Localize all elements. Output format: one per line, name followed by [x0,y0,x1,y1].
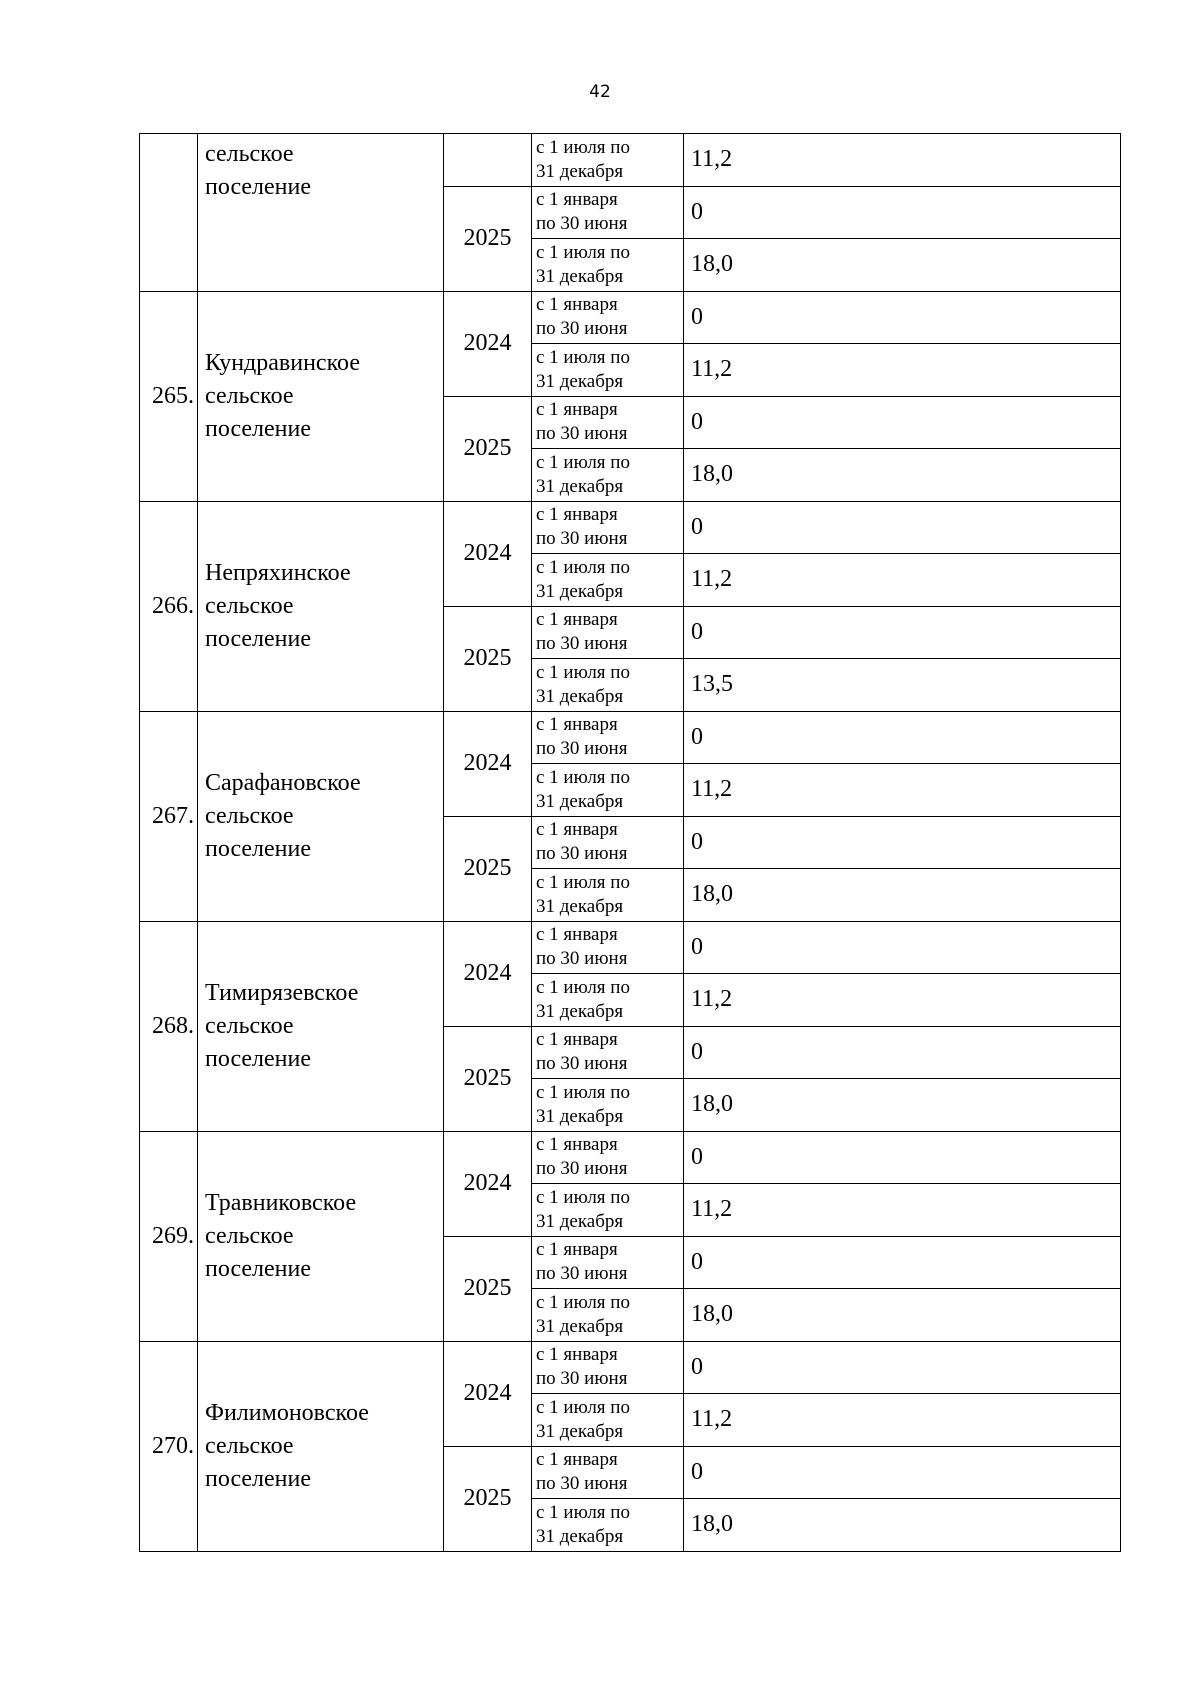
period-line: с 1 января [536,924,618,946]
period-line: 31 декабря [536,895,624,917]
value-cell: 11,2 [684,974,1121,1027]
period-line: с 1 января [536,1449,618,1471]
period-line: 31 декабря [536,475,624,497]
table-row [140,1131,1121,1184]
row-number: 270. [140,1341,198,1551]
settlement-name-line: Сарафановское [205,769,361,796]
settlement-name-line: Травниковское [205,1189,357,1216]
period-line: с 1 июля по [536,766,630,788]
period-cell [532,396,684,449]
year-cell: 2024 [444,1131,532,1236]
period-line: 31 декабря [536,265,624,287]
settlement-name-line: поселение [205,1045,312,1072]
period-line: по 30 июня [536,738,628,760]
period-cell [532,1236,684,1289]
period-line: с 1 июля по [536,1291,630,1313]
settlement-name-line: сельское [205,802,294,829]
period-line: с 1 июля по [536,556,630,578]
value-cell: 0 [684,1026,1121,1079]
value-cell: 0 [684,291,1121,344]
year-cell: 2024 [444,1341,532,1446]
value-cell: 0 [684,501,1121,554]
settlement-name-line: сельское [205,1012,294,1039]
table-row [140,921,1121,974]
period-line: по 30 июня [536,1263,628,1285]
period-line: с 1 июля по [536,136,630,158]
settlement-name-line: Кундравинское [205,349,360,376]
table-row [140,134,1121,187]
period-line: с 1 июля по [536,661,630,683]
value-cell: 11,2 [684,1184,1121,1237]
value-cell: 18,0 [684,449,1121,502]
value-cell: 0 [684,1341,1121,1394]
value-cell: 18,0 [684,1079,1121,1132]
period-line: 31 декабря [536,1315,624,1337]
settlement-name-line: Непряхинское [205,559,351,586]
settlement-name-line: поселение [205,174,312,200]
period-line: по 30 июня [536,843,628,865]
row-number: 269. [140,1131,198,1341]
year-cell: 2024 [444,291,532,396]
settlement-name-line: сельское [205,1432,294,1459]
year-cell: 2025 [444,816,532,921]
settlement-name-line: Филимоновское [205,1399,369,1426]
period-line: с 1 июля по [536,451,630,473]
settlement-name [198,711,444,921]
period-line: с 1 июля по [536,1186,630,1208]
period-line: с 1 июля по [536,1081,630,1103]
period-cell [532,1131,684,1184]
period-cell [532,659,684,712]
period-line: с 1 января [536,399,618,421]
period-line: 31 декабря [536,790,624,812]
value-cell: 0 [684,1236,1121,1289]
value-cell: 0 [684,921,1121,974]
settlement-name [198,134,444,292]
period-cell [532,711,684,764]
year-cell: 2025 [444,606,532,711]
period-cell [532,869,684,922]
period-line: по 30 июня [536,1368,628,1390]
value-cell: 0 [684,186,1121,239]
value-cell: 0 [684,1131,1121,1184]
period-line: 31 декабря [536,1000,624,1022]
period-cell [532,1341,684,1394]
period-line: с 1 июля по [536,976,630,998]
period-cell [532,186,684,239]
year-cell [444,134,532,187]
period-cell [532,449,684,502]
value-cell: 18,0 [684,239,1121,292]
value-cell: 0 [684,396,1121,449]
settlement-name [198,921,444,1131]
period-line: по 30 июня [536,528,628,550]
period-line: по 30 июня [536,318,628,340]
period-line: по 30 июня [536,1473,628,1495]
period-cell [532,1184,684,1237]
value-cell: 0 [684,711,1121,764]
table-body [140,134,1121,1552]
settlement-name-line: сельское [205,141,294,167]
period-cell [532,1446,684,1499]
year-cell: 2024 [444,921,532,1026]
table-row [140,711,1121,764]
period-line: с 1 января [536,609,618,631]
period-cell [532,501,684,554]
period-line: с 1 января [536,714,618,736]
value-cell: 11,2 [684,764,1121,817]
row-number: 268. [140,921,198,1131]
period-line: с 1 января [536,294,618,316]
settlement-name-line: поселение [205,835,312,862]
period-line: по 30 июня [536,213,628,235]
settlement-name-line: поселение [205,1465,312,1492]
period-line: по 30 июня [536,633,628,655]
value-cell: 13,5 [684,659,1121,712]
settlement-name [198,1341,444,1551]
period-line: с 1 января [536,1239,618,1261]
value-cell: 11,2 [684,1394,1121,1447]
year-cell: 2025 [444,1236,532,1341]
settlement-name [198,291,444,501]
period-line: по 30 июня [536,1158,628,1180]
settlement-name-line: сельское [205,382,294,409]
page-number: 42 [589,82,611,102]
period-line: с 1 июля по [536,1501,630,1523]
period-line: по 30 июня [536,423,628,445]
period-cell [532,816,684,869]
value-cell: 0 [684,1446,1121,1499]
period-line: по 30 июня [536,1053,628,1075]
period-cell [532,606,684,659]
table-row [140,501,1121,554]
period-line: с 1 июля по [536,346,630,368]
period-line: 31 декабря [536,1210,624,1232]
period-cell [532,921,684,974]
period-cell [532,554,684,607]
period-cell [532,291,684,344]
period-line: с 1 января [536,1134,618,1156]
period-line: 31 декабря [536,685,624,707]
row-number: 267. [140,711,198,921]
period-line: с 1 января [536,504,618,526]
period-cell [532,974,684,1027]
settlement-name-line: поселение [205,625,312,652]
period-line: по 30 июня [536,948,628,970]
period-cell [532,1079,684,1132]
year-cell: 2024 [444,501,532,606]
value-cell: 0 [684,816,1121,869]
value-cell: 11,2 [684,134,1121,187]
period-line: с 1 июля по [536,1396,630,1418]
settlement-name-line: сельское [205,592,294,619]
settlement-name-line: поселение [205,1255,312,1282]
period-line: с 1 июля по [536,871,630,893]
period-line: с 1 июля по [536,241,630,263]
period-line: с 1 января [536,1344,618,1366]
rates-table [139,133,1121,1552]
table-row [140,291,1121,344]
value-cell: 18,0 [684,1499,1121,1552]
value-cell: 18,0 [684,869,1121,922]
settlement-name-line: Тимирязевское [205,979,359,1006]
period-cell [532,134,684,187]
period-line: с 1 января [536,819,618,841]
value-cell: 11,2 [684,554,1121,607]
period-line: 31 декабря [536,1525,624,1547]
period-line: 31 декабря [536,160,624,182]
row-number [140,134,198,292]
value-cell: 18,0 [684,1289,1121,1342]
year-cell: 2024 [444,711,532,816]
period-line: с 1 января [536,189,618,211]
period-line: с 1 января [536,1029,618,1051]
period-cell [532,1499,684,1552]
value-cell: 0 [684,606,1121,659]
year-cell: 2025 [444,396,532,501]
period-cell [532,1026,684,1079]
year-cell: 2025 [444,1446,532,1551]
value-cell: 11,2 [684,344,1121,397]
period-line: 31 декабря [536,370,624,392]
period-cell [532,239,684,292]
period-cell [532,344,684,397]
settlement-name [198,501,444,711]
period-line: 31 декабря [536,1105,624,1127]
table-row [140,1341,1121,1394]
period-cell [532,764,684,817]
settlement-name-line: сельское [205,1222,294,1249]
period-cell [532,1394,684,1447]
period-line: 31 декабря [536,580,624,602]
settlement-name [198,1131,444,1341]
year-cell: 2025 [444,186,532,291]
period-line: 31 декабря [536,1420,624,1442]
year-cell: 2025 [444,1026,532,1131]
settlement-name-line: поселение [205,415,312,442]
row-number: 265. [140,291,198,501]
period-cell [532,1289,684,1342]
row-number: 266. [140,501,198,711]
